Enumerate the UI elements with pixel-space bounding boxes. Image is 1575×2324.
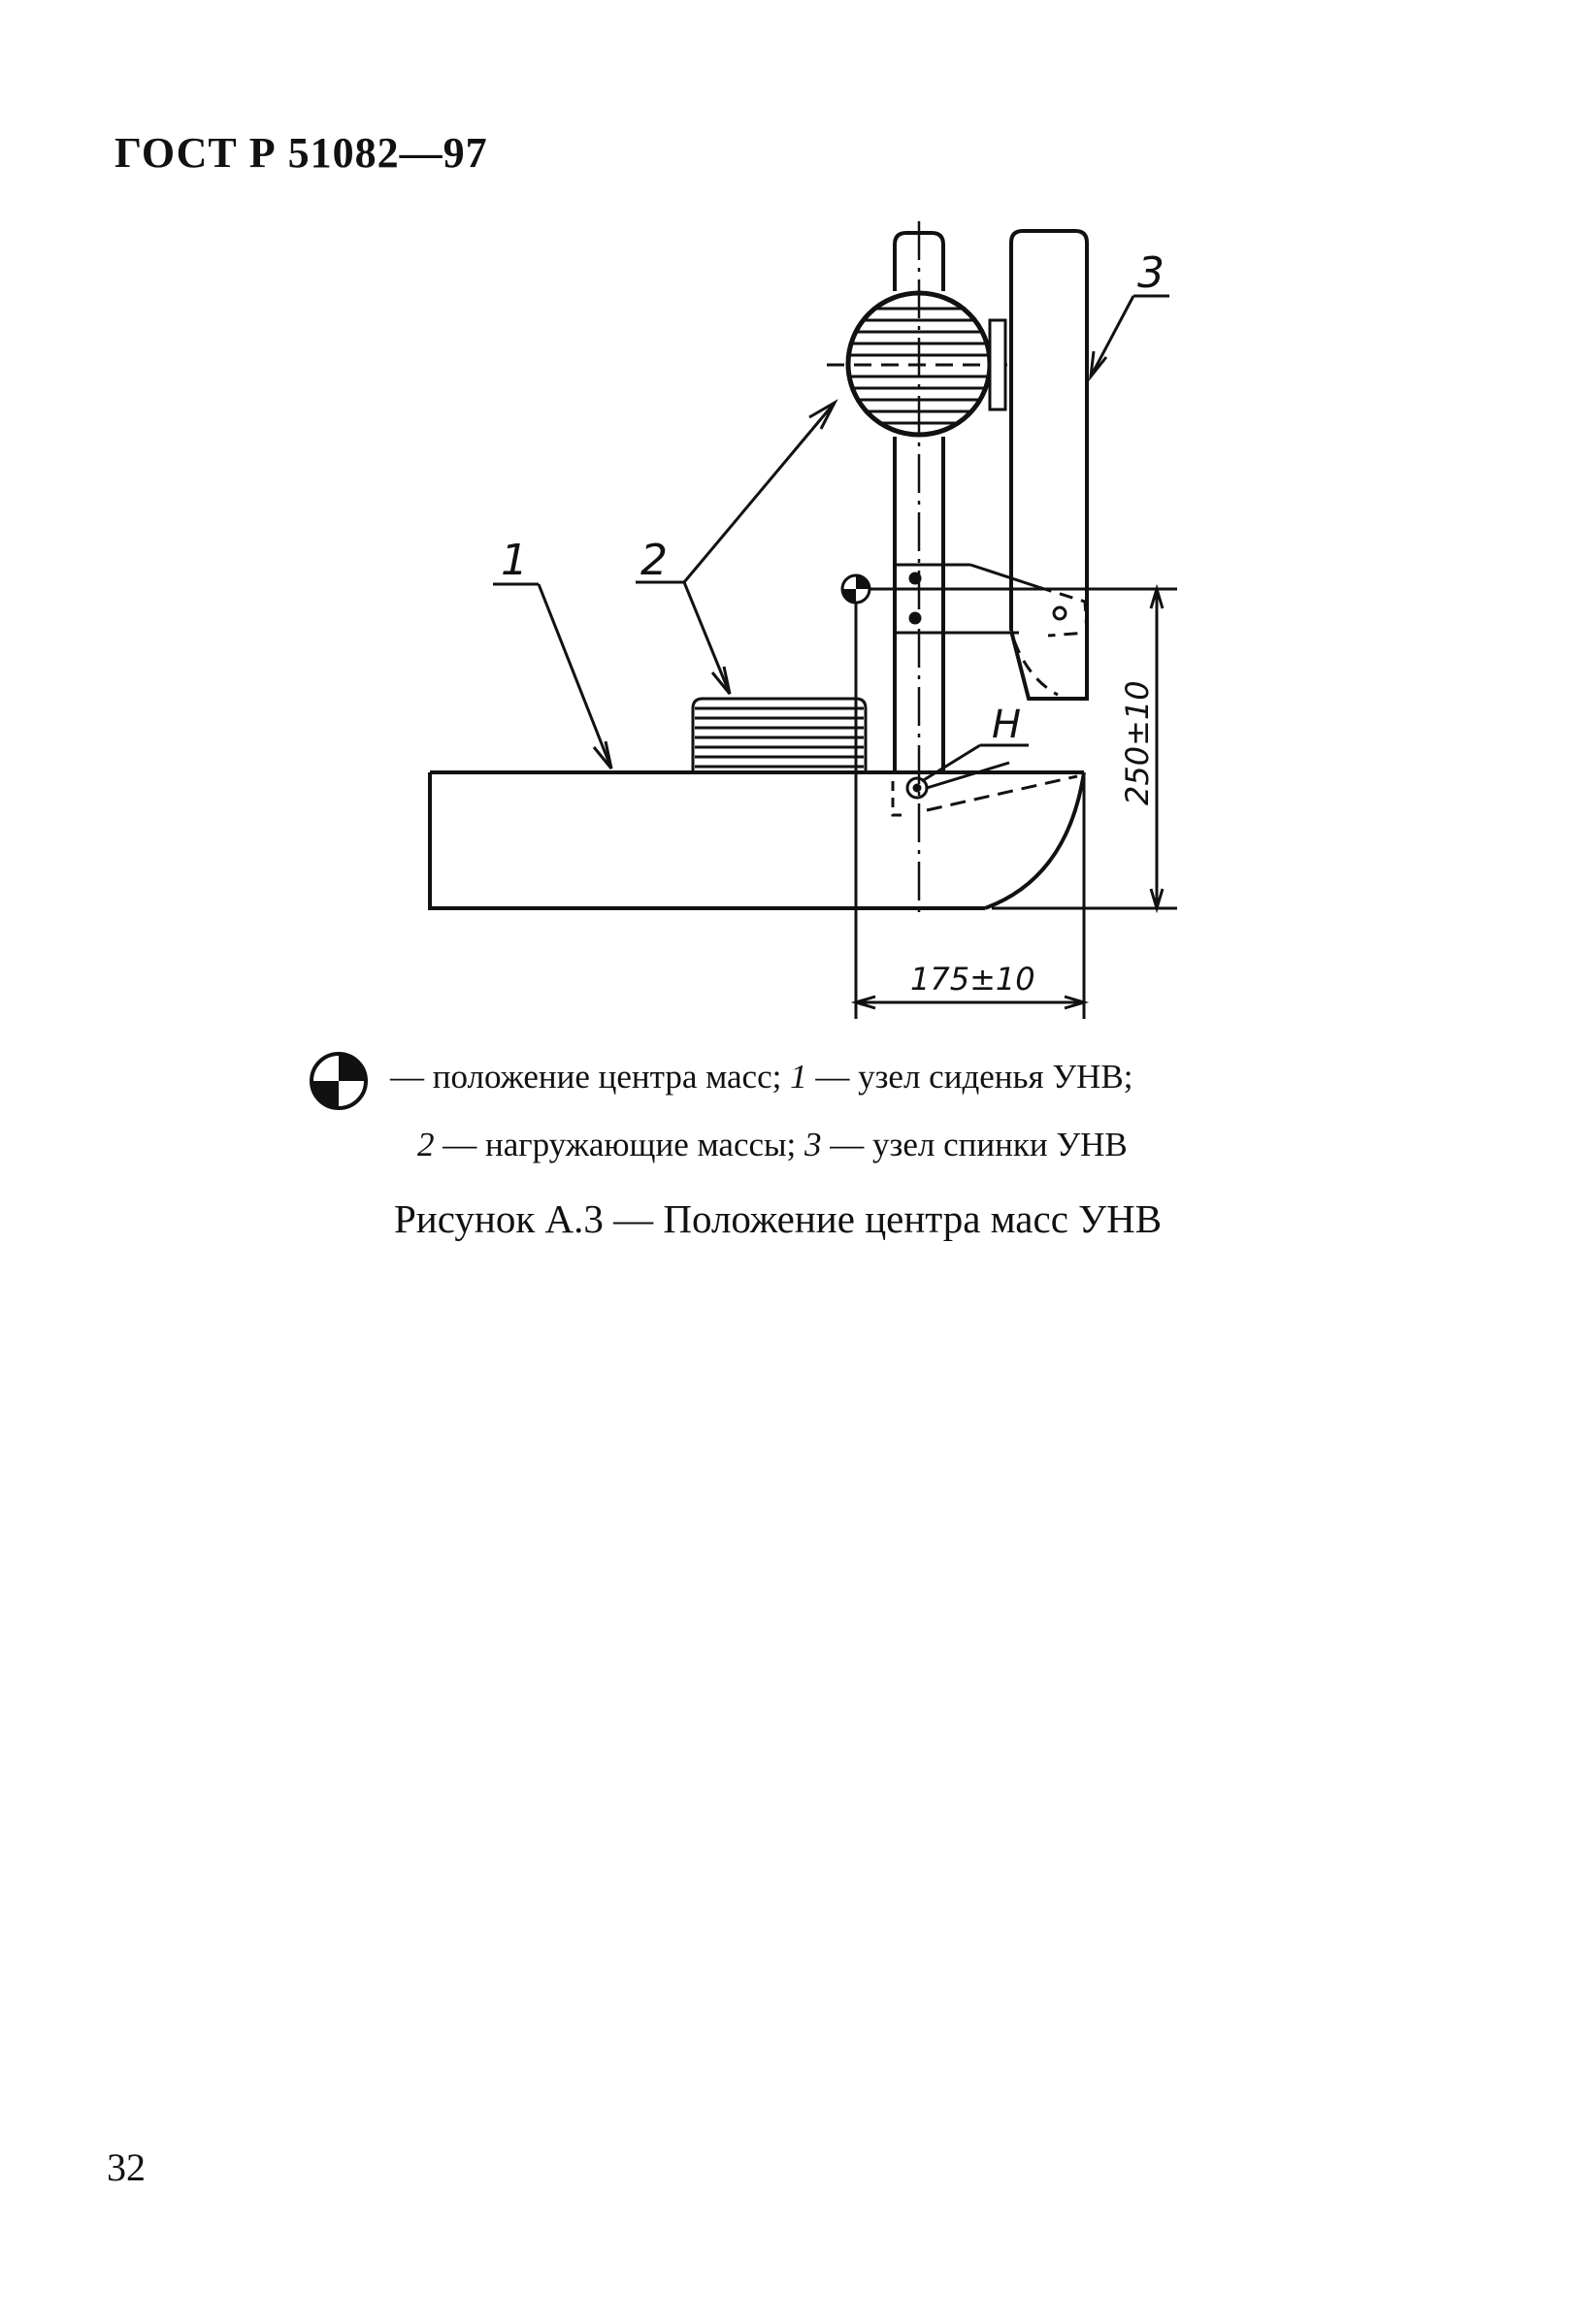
label-seat-number: 1 bbox=[501, 536, 528, 585]
back-hinge bbox=[895, 565, 1087, 695]
dimension-vertical-label: 250±10 bbox=[1119, 680, 1156, 805]
legend-line-2 bbox=[417, 1126, 1128, 1164]
label-masses-number: 2 bbox=[640, 536, 668, 585]
legend-item1-number: 1 bbox=[790, 1058, 807, 1096]
legend-com-text: — положение центра масс; bbox=[390, 1058, 791, 1096]
seat-unit bbox=[430, 772, 1084, 908]
back-unit bbox=[1011, 231, 1087, 699]
label-back-number: 3 bbox=[1137, 248, 1165, 298]
legend-item1-text: — узел сиденья УНВ; bbox=[806, 1058, 1133, 1096]
document-header: ГОСТ Р 51082—97 bbox=[115, 129, 488, 177]
legend-item3-text: — узел спинки УНВ bbox=[821, 1126, 1128, 1163]
page-number: 32 bbox=[107, 2145, 146, 2189]
legend-item2-text: — нагружающие массы; bbox=[434, 1126, 805, 1163]
legend-line-1 bbox=[390, 1058, 1132, 1097]
label-point-h: H bbox=[992, 703, 1022, 747]
technical-drawing bbox=[0, 0, 1575, 1067]
figure-caption: Рисунок А.3 — Положение центра масс УНВ bbox=[394, 1196, 1163, 1241]
center-of-mass-legend-icon bbox=[309, 1051, 369, 1111]
legend-item2-number: 2 bbox=[417, 1126, 435, 1163]
legend-item3-number: 3 bbox=[804, 1126, 822, 1163]
loading-mass-seat bbox=[693, 699, 866, 772]
center-of-mass-marker bbox=[842, 575, 870, 603]
dimension-horizontal-label: 175±10 bbox=[910, 961, 1035, 998]
